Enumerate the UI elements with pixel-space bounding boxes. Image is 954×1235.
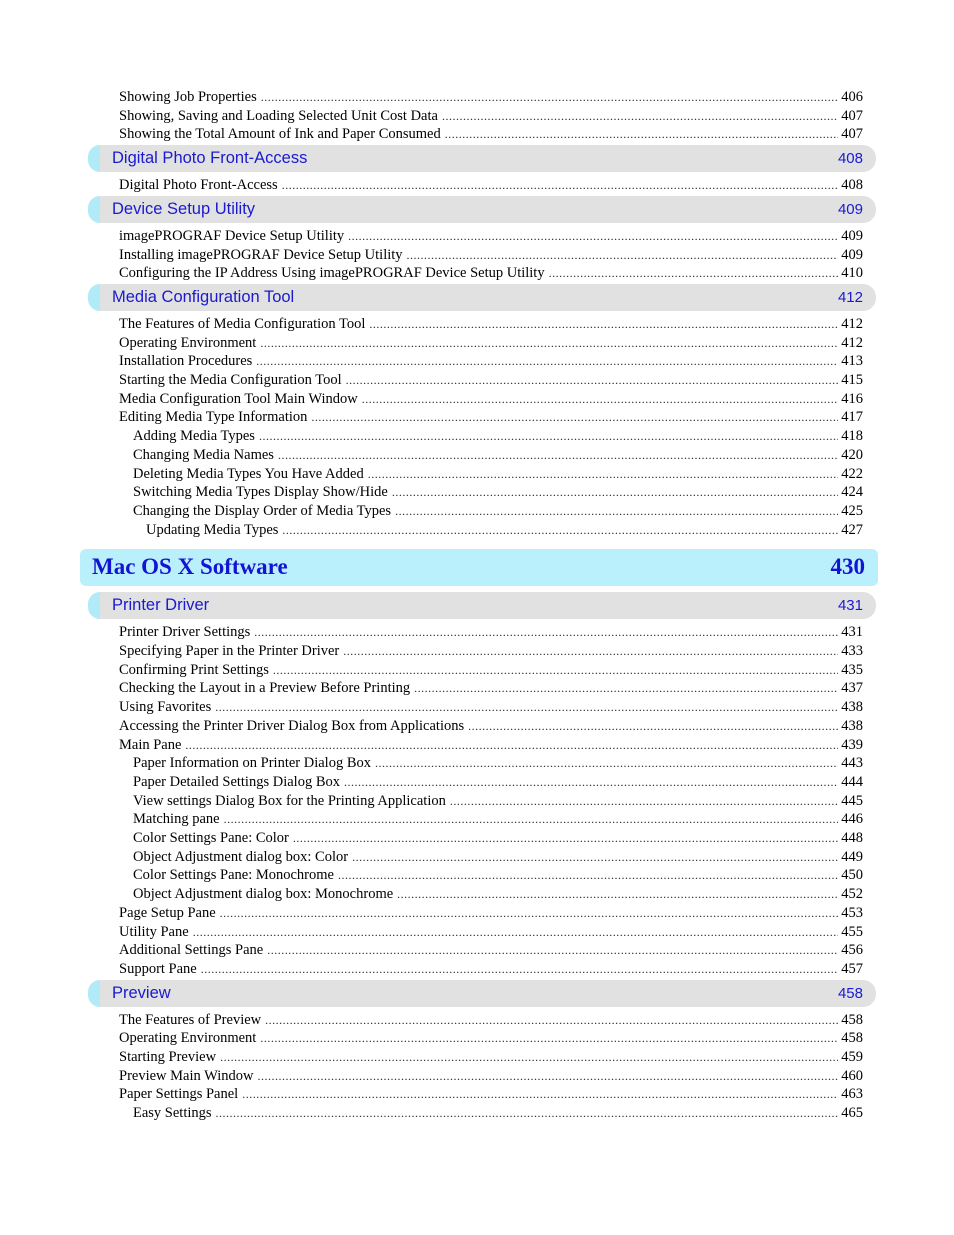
dot-leader [260, 334, 838, 352]
toc-entry-page: 433 [841, 643, 863, 659]
toc-entry-page: 412 [841, 315, 863, 332]
toc-entry[interactable] [119, 1048, 863, 1066]
toc-entry-title: Accessing the Printer Driver Dialog Box from Applications [119, 717, 465, 734]
dot-leader [193, 923, 839, 941]
toc-entry[interactable] [119, 125, 863, 143]
toc-entry-title: Showing Job Properties [119, 89, 257, 105]
toc-entry-title: Color Settings Pane: Monochrome [133, 867, 334, 884]
toc-entry-page: 456 [841, 942, 863, 959]
toc-entry-title: Changing the Display Order of Media Types [133, 502, 392, 519]
toc-entry[interactable] [133, 446, 863, 464]
toc-entry-page: 407 [841, 107, 863, 124]
toc-entry-page: 425 [841, 502, 863, 519]
toc-entry-page: 453 [841, 904, 863, 921]
dot-leader [265, 1011, 838, 1029]
dot-leader [442, 107, 838, 125]
toc-entry[interactable] [119, 352, 863, 370]
dot-leader [260, 1029, 838, 1047]
toc-entry-page: 413 [841, 353, 863, 370]
toc-entry-title: Digital Photo Front-Access [119, 177, 278, 194]
toc-entry-title: Switching Media Types Display Show/Hide [133, 484, 388, 501]
dot-leader [344, 773, 838, 791]
dot-leader [220, 904, 839, 922]
section-title: Preview [112, 983, 171, 1002]
toc-entry-title: Confirming Print Settings [119, 661, 269, 678]
dot-leader [397, 885, 838, 903]
dot-leader [362, 390, 839, 408]
toc-entry-page: 438 [841, 699, 863, 716]
dot-leader [224, 810, 839, 828]
toc-entry-page: 448 [841, 830, 863, 846]
dot-leader [450, 792, 838, 810]
toc-entry[interactable] [119, 334, 863, 352]
toc-entry-page: 420 [841, 446, 863, 463]
dot-leader [261, 88, 839, 106]
toc-entry[interactable] [119, 1067, 863, 1085]
toc-entry[interactable] [119, 679, 863, 697]
dot-leader [282, 176, 839, 194]
toc-entry-title: Color Settings Pane: Color [133, 830, 289, 846]
chapter-page: 430 [830, 554, 865, 580]
toc-entry-page: 415 [841, 372, 863, 388]
toc-entry[interactable] [133, 810, 863, 828]
dot-leader [549, 264, 839, 282]
toc-entry-page: 424 [841, 484, 863, 501]
dot-leader [338, 866, 838, 884]
toc-entry-page: 409 [841, 227, 863, 244]
dot-leader [201, 960, 839, 978]
toc-entry[interactable] [119, 264, 863, 282]
toc-entry-title: Support Pane [119, 960, 197, 977]
toc-entry-title: Printer Driver Settings [119, 624, 251, 641]
toc-entry-title: Easy Settings [133, 1105, 212, 1122]
toc-entry-title: Paper Settings Panel [119, 1086, 239, 1103]
dot-leader [278, 446, 838, 464]
toc-entry-title: Configuring the IP Address Using imagePROGRAF Device Setup Utility [119, 265, 545, 282]
toc-entry-title: Paper Detailed Settings Dialog Box [133, 773, 340, 790]
dot-leader [414, 679, 838, 697]
dot-leader [348, 227, 838, 245]
toc-entry-title: Showing the Total Amount of Ink and Paper Consumed [119, 126, 441, 143]
section-page: 412 [837, 288, 863, 306]
toc-section-header[interactable] [88, 592, 876, 619]
toc-entry[interactable] [133, 1104, 863, 1122]
toc-entry-page: 438 [841, 717, 863, 734]
toc-entry[interactable] [133, 483, 863, 501]
dot-leader [259, 427, 838, 445]
toc-entry-title: Operating Environment [119, 1030, 257, 1047]
dot-leader [282, 521, 838, 539]
toc-entry[interactable] [119, 246, 863, 264]
dot-leader [293, 829, 838, 847]
toc-entry[interactable] [119, 227, 863, 245]
toc-entry[interactable] [119, 661, 863, 679]
toc-entry-page: 437 [841, 680, 863, 697]
section-title: Digital Photo Front-Access [112, 149, 308, 168]
toc-entry-page: 407 [841, 126, 863, 143]
dot-leader [407, 246, 839, 264]
toc-entry-page: 457 [841, 960, 863, 977]
toc-entry[interactable] [119, 960, 863, 978]
toc-entry-title: Using Favorites [119, 699, 212, 716]
toc-entry[interactable] [119, 88, 863, 106]
toc-entry-title: The Features of Preview [119, 1011, 262, 1028]
section-page: 431 [837, 597, 863, 615]
toc-entry[interactable] [119, 923, 863, 941]
toc-section-header[interactable] [88, 284, 876, 311]
toc-entry[interactable] [119, 107, 863, 125]
toc-entry-title: Main Pane [119, 736, 182, 753]
toc-section-header[interactable] [88, 196, 876, 223]
dot-leader [392, 483, 838, 501]
toc-entry[interactable] [133, 792, 863, 810]
dot-leader [185, 736, 838, 754]
toc-entry-title: Deleting Media Types You Have Added [133, 465, 364, 482]
toc-entry-page: 443 [841, 755, 863, 772]
dot-leader [220, 1048, 838, 1066]
toc-entry-title: imagePROGRAF Device Setup Utility [119, 227, 345, 244]
toc-entry[interactable] [119, 717, 863, 735]
toc-entry-page: 406 [841, 89, 863, 105]
toc-entry-title: Additional Settings Pane [119, 942, 264, 959]
dot-leader [256, 352, 838, 370]
toc-entry[interactable] [119, 371, 863, 389]
toc-entry[interactable] [119, 1029, 863, 1047]
toc-entry-page: 431 [841, 624, 863, 641]
chapter-title: Mac OS X Software [92, 554, 288, 580]
toc-entry-page: 416 [841, 390, 863, 407]
toc-entry-title: Starting Preview [119, 1049, 217, 1065]
toc-entry[interactable] [119, 904, 863, 922]
dot-leader [267, 941, 838, 959]
dot-leader [445, 125, 839, 143]
toc-entry-page: 412 [841, 334, 863, 351]
toc-entry-title: Showing, Saving and Loading Selected Unit Cost Data [119, 107, 438, 124]
toc-entry[interactable] [146, 521, 863, 539]
toc-entry-title: Preview Main Window [119, 1067, 254, 1084]
toc-entry-title: Utility Pane [119, 923, 189, 940]
toc-entry[interactable] [119, 736, 863, 754]
toc-entry-title: Media Configuration Tool Main Window [119, 390, 358, 407]
toc-entry[interactable] [119, 408, 863, 426]
toc-entry-page: 458 [841, 1011, 863, 1028]
toc-entry-title: Checking the Layout in a Preview Before Printing [119, 680, 411, 697]
toc-entry-page: 439 [841, 736, 863, 753]
toc-entry-page: 435 [841, 661, 863, 678]
section-page: 409 [837, 200, 863, 218]
dot-leader [273, 661, 838, 679]
toc-entry[interactable] [119, 1085, 863, 1103]
toc-entry-page: 417 [841, 409, 863, 426]
toc-entry-title: View settings Dialog Box for the Printing Application [133, 792, 446, 809]
toc-entry[interactable] [133, 866, 863, 884]
toc-entry-title: The Features of Media Configuration Tool [119, 315, 366, 332]
toc-entry-title: Editing Media Type Information [119, 409, 308, 426]
toc-entry-title: Object Adjustment dialog box: Color [133, 848, 349, 865]
dot-leader [311, 408, 838, 426]
dot-leader [395, 502, 838, 520]
toc-entry-title: Starting the Media Configuration Tool [119, 372, 342, 388]
toc-entry-page: 452 [841, 886, 863, 903]
section-title: Media Configuration Tool [112, 287, 295, 306]
toc-entry-page: 449 [841, 848, 863, 865]
toc-entry-page: 422 [841, 465, 863, 482]
dot-leader [468, 717, 838, 735]
toc-entry-page: 408 [841, 177, 863, 194]
toc-entry-page: 445 [841, 792, 863, 809]
toc-entry-title: Updating Media Types [146, 521, 279, 538]
toc-entry-page: 460 [841, 1067, 863, 1084]
toc-entry-page: 409 [841, 246, 863, 263]
toc-entry[interactable] [119, 176, 863, 194]
toc-entry[interactable] [119, 623, 863, 641]
toc-entry-page: 418 [841, 428, 863, 445]
toc-entry-title: Paper Information on Printer Dialog Box [133, 755, 371, 772]
dot-leader [242, 1085, 838, 1103]
toc-entry-page: 455 [841, 923, 863, 940]
toc-entry-title: Installation Procedures [119, 353, 253, 370]
toc-entry-title: Page Setup Pane [119, 904, 216, 921]
section-page: 458 [837, 984, 863, 1002]
section-title: Printer Driver [112, 596, 210, 615]
toc-entry-page: 450 [841, 867, 863, 884]
toc-entry-title: Operating Environment [119, 334, 257, 351]
toc-entry[interactable] [119, 315, 863, 333]
dot-leader [375, 754, 838, 772]
toc-entry-page: 465 [841, 1105, 863, 1122]
toc-entry[interactable] [119, 1011, 863, 1029]
toc-entry[interactable] [133, 754, 863, 772]
toc-entry[interactable] [133, 848, 863, 866]
toc-entry[interactable] [133, 465, 863, 483]
toc-entry-title: Object Adjustment dialog box: Monochrome [133, 886, 394, 903]
toc-entry-title: Matching pane [133, 811, 220, 828]
toc-entry[interactable] [133, 502, 863, 520]
dot-leader [216, 1104, 839, 1122]
toc-entry-page: 444 [841, 773, 863, 790]
toc-section-header[interactable] [88, 145, 876, 172]
toc-entry-page: 410 [841, 265, 863, 282]
section-page: 408 [837, 150, 863, 168]
dot-leader [343, 642, 838, 660]
toc-chapter-header[interactable] [80, 549, 878, 586]
toc-entry-page: 459 [841, 1049, 863, 1065]
dot-leader [369, 315, 838, 333]
toc-entry[interactable] [119, 698, 863, 716]
toc-entry[interactable] [133, 427, 863, 445]
toc-entry[interactable] [119, 941, 863, 959]
section-title: Device Setup Utility [112, 199, 256, 218]
toc-entry-title: Changing Media Names [133, 446, 274, 463]
toc-section-header[interactable] [88, 980, 876, 1007]
dot-leader [352, 848, 838, 866]
dot-leader [257, 1067, 838, 1085]
toc-entry-page: 458 [841, 1030, 863, 1047]
toc-entry-page: 427 [841, 521, 863, 538]
toc-entry[interactable] [119, 642, 863, 660]
toc-entry-title: Adding Media Types [133, 428, 255, 445]
dot-leader [254, 623, 838, 641]
toc-entry[interactable] [133, 773, 863, 791]
dot-leader [346, 371, 839, 389]
toc-entry-title: Installing imagePROGRAF Device Setup Utility [119, 246, 403, 263]
toc-entry-page: 463 [841, 1086, 863, 1103]
toc-entry[interactable] [133, 885, 863, 903]
toc-entry-title: Specifying Paper in the Printer Driver [119, 643, 340, 659]
dot-leader [215, 698, 838, 716]
toc-entry-page: 446 [841, 811, 863, 828]
toc-entry[interactable] [133, 829, 863, 847]
toc-entry[interactable] [119, 390, 863, 408]
dot-leader [368, 465, 839, 483]
